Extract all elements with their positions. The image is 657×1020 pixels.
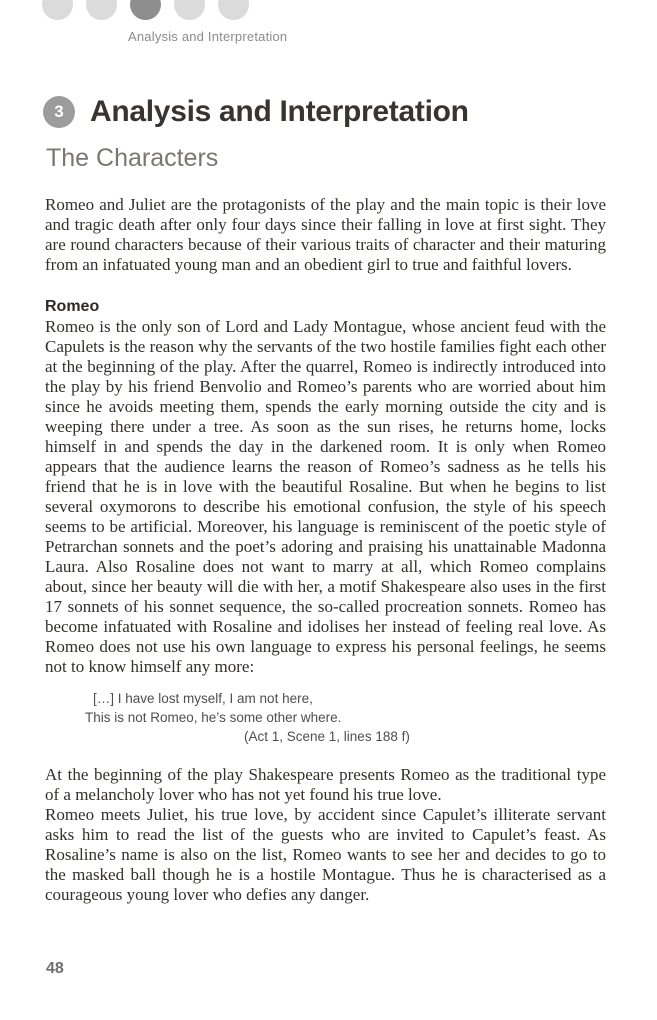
progress-dot-1 (42, 0, 73, 20)
quote-citation: (Act 1, Scene 1, lines 188 f) (244, 729, 410, 744)
quote-block (85, 689, 606, 746)
melancholy-paragraph: At the beginning of the play Shakespeare presents Romeo as the traditional type of a melancholy lover who has not yet found his true love. (45, 765, 606, 804)
quote-line: […] I have lost myself, I am not here, (93, 691, 313, 706)
juliet-paragraph: Romeo meets Juliet, his true love, by accident since Capulet’s illiterate servant asks him to read the list of the guests who are invited to Capulet’s feast. As Rosaline’s name is also on the list, Romeo wants to see her and decides to go to the masked ball though he is a hostile Montague. Thus he is characterised as a courageous young lover who defies any danger. (45, 805, 606, 904)
page-number: 48 (46, 960, 64, 977)
intro-paragraph: Romeo and Juliet are the protagonists of the play and the main topic is their love and tragic death after only four days since their falling in love at first sight. They are round characters because of their various traits of character and their maturing from an infatuated young man and an obedient girl to true and faithful lovers. (45, 195, 606, 274)
chapter-title: Analysis and Interpretation (90, 95, 469, 128)
progress-dot-5 (218, 0, 249, 20)
chapter-number-badge: 3 (43, 96, 75, 128)
section-title: The Characters (46, 144, 219, 172)
progress-dot-3 (130, 0, 161, 20)
running-chapter-label: Analysis and Interpretation (128, 29, 288, 44)
progress-dot-2 (86, 0, 117, 20)
character-subheading: Romeo (45, 298, 100, 315)
chapter-heading (43, 93, 613, 131)
romeo-paragraph: Romeo is the only son of Lord and Lady Montague, whose ancient feud with the Capulets is the reason why the servants of the two hostile families fight each other at the beginning of the play. After the quarrel, Romeo is indirectly introduced into the play by his friend Benvolio and Romeo’s parents who are worried about him since he avoids meeting them, spends the early morning outside the city and is weeping there under a tree. As soon as the sun rises, he returns home, locks himself in and spends the day in the darkened room. It is only when Romeo appears that the audience learns the reason of Romeo’s sadness as he tells his friend that he is in love with the beautiful Rosaline. But when he begins to list several oxymorons to describe his emotional confusion, the style of his speech seems to be artificial. Moreover, his language is reminiscent of the poetic style of Petrarchan sonnets and the poet’s adoring and praising his unattainable Madonna Laura. Also Rosaline does not want to marry at all, which Romeo complains about, since her beauty will die with her, a motif Shakespeare also uses in the first 17 sonnets of his sonnet sequence, the so-called procreation sonnets. Romeo has become infatuated with Rosaline and idolises her instead of feeling real love. As Romeo does not use his own language to express his personal feelings, he seems not to know himself any more: (45, 317, 606, 676)
progress-dot-4 (174, 0, 205, 20)
quote-line: This is not Romeo, he’s some other where. (85, 710, 342, 725)
body-text-column (45, 195, 606, 905)
